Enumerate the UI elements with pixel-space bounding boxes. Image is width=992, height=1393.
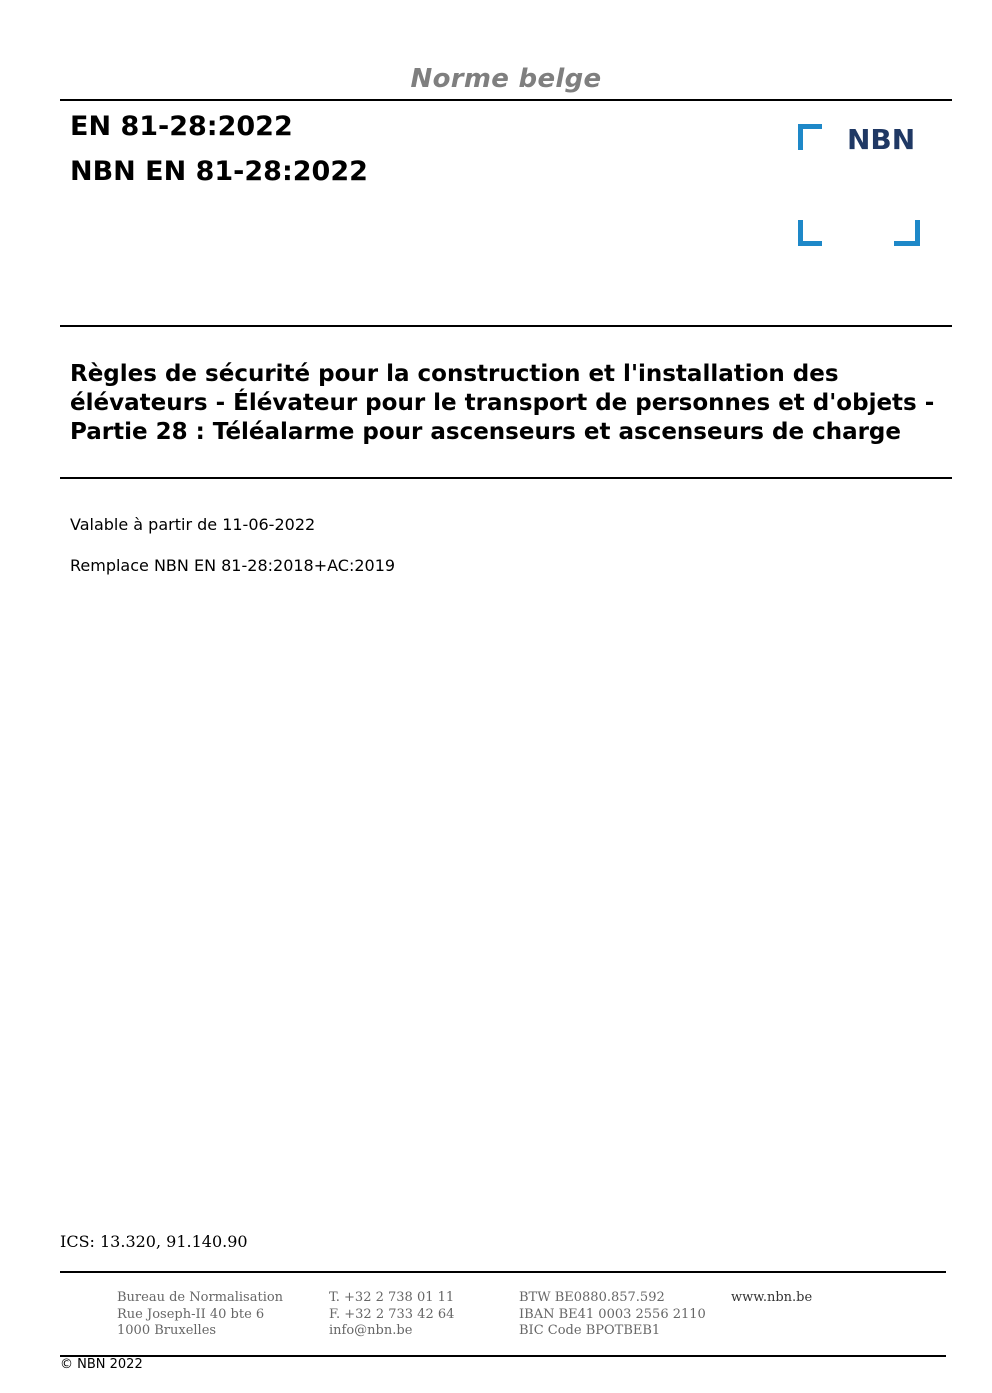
footer-top-divider xyxy=(60,1271,946,1273)
footer-website[interactable] xyxy=(731,1290,812,1307)
nbn-logo-text: NBN xyxy=(847,124,916,156)
document-title xyxy=(70,360,950,447)
ics-codes: ICS: 13.320, 91.140.90 xyxy=(60,1232,248,1251)
footer-bottom-divider xyxy=(60,1355,946,1357)
footer-website-link[interactable]: www.nbn.be xyxy=(731,1290,813,1305)
document-type-label: Norme belge xyxy=(410,64,602,94)
footer-iban: IBAN BE41 0003 2556 2110 xyxy=(519,1306,706,1322)
replaces-text: Remplace NBN EN 81-28:2018+AC:2019 xyxy=(70,556,396,575)
footer-contact xyxy=(329,1290,454,1340)
footer-email[interactable]: info@nbn.be xyxy=(329,1323,413,1338)
footer-address-line: Rue Joseph-II 40 bte 6 xyxy=(117,1306,265,1322)
title-line: Partie 28 : Téléalarme pour ascenseurs et ascenseurs de charge xyxy=(70,419,901,445)
title-line: Règles de sécurité pour la construction et l'installation des xyxy=(70,361,839,387)
top-divider xyxy=(60,99,952,101)
european-standard-code: EN 81-28:2022 xyxy=(70,111,293,142)
title-line: élévateurs - Élévateur pour le transport de personnes et d'objets - xyxy=(70,390,935,416)
footer-fax: F. +32 2 733 42 64 xyxy=(329,1306,455,1322)
footer-address xyxy=(117,1290,283,1340)
footer-address-line: 1000 Bruxelles xyxy=(117,1323,217,1338)
footer-address-line: Bureau de Normalisation xyxy=(117,1290,284,1305)
footer-vat: BTW BE0880.857.592 xyxy=(519,1290,665,1305)
title-top-divider xyxy=(60,325,952,327)
belgian-standard-code: NBN EN 81-28:2022 xyxy=(70,156,368,187)
footer-bank xyxy=(519,1290,706,1340)
copyright-notice: © NBN 2022 xyxy=(60,1357,143,1372)
footer-phone: T. +32 2 738 01 11 xyxy=(329,1290,455,1305)
valid-from-text: Valable à partir de 11-06-2022 xyxy=(70,515,316,534)
nbn-logo xyxy=(798,124,920,246)
title-bottom-divider xyxy=(60,477,952,479)
nbn-logo-graphic xyxy=(798,124,920,246)
footer-bic: BIC Code BPOTBEB1 xyxy=(519,1323,661,1338)
